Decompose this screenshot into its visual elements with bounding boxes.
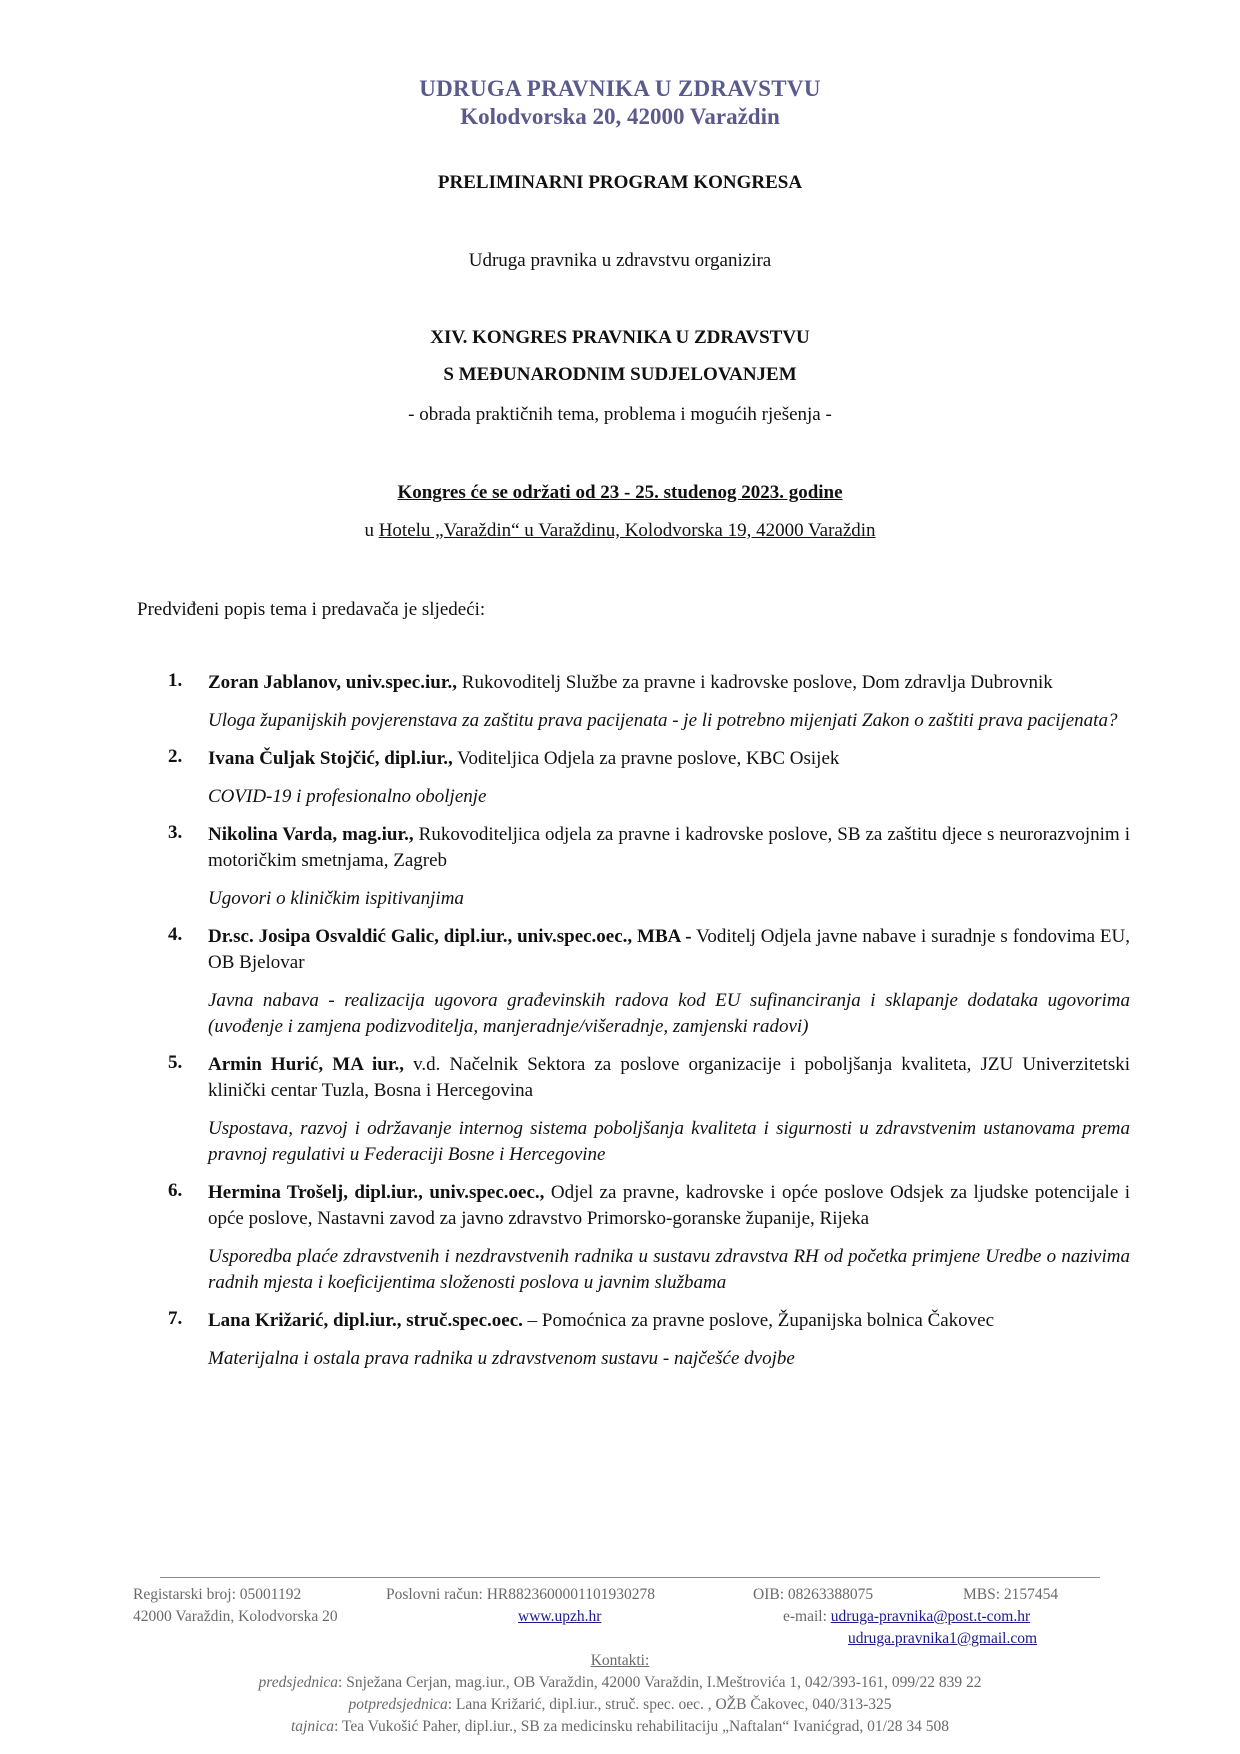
speaker-name: Lana Križarić, dipl.iur., struč.spec.oec. <box>208 1310 523 1331</box>
speaker-number: 4. <box>168 924 183 945</box>
organization-address: Kolodvorska 20, 42000 Varaždin <box>460 104 780 129</box>
speaker-topic: Ugovori o kliničkim ispitivanjima <box>208 888 464 909</box>
speaker-topic: Javna nabava - realizacija ugovora građevinskih radova kod EU sufinanciranja i sklapanje dodataka ugovorima (uvođenje i zamjena podizvoditelja, manjeradnje/višeradnje, zamjenski radovi) <box>208 990 1130 1037</box>
contact-details: : Snježana Cerjan, mag.iur., OB Varaždin, 42000 Varaždin, I.Meštrovića 1, 042/393-161, 099/22 839 22 <box>338 1674 982 1691</box>
congress-title: XIV. KONGRES PRAVNIKA U ZDRAVSTVU <box>430 327 810 348</box>
footer-address: 42000 Varaždin, Kolodvorska 20 <box>133 1608 338 1625</box>
footer-oib: OIB: 08263388075 <box>753 1586 874 1603</box>
speaker-number: 5. <box>168 1052 183 1073</box>
speaker-affiliation: Rukovoditeljica odjela za pravne i kadrovske poslove, SB za zaštitu djece s neurorazvojnim i motoričkim smetnjama, Zagreb <box>208 824 1130 871</box>
speaker-number: 6. <box>168 1180 183 1201</box>
venue-text: Hotelu „Varaždin“ u Varaždinu, Kolodvorska 19, 42000 Varaždin <box>378 520 876 541</box>
speaker-name: Hermina Trošelj, dipl.iur., univ.spec.oec., <box>208 1182 545 1203</box>
speaker-item <box>168 924 1130 1040</box>
congress-subtitle: S MEĐUNARODNIM SUDJELOVANJEM <box>443 364 797 385</box>
congress-venue <box>0 520 1240 542</box>
program-title: PRELIMINARNI PROGRAM KONGRESA <box>437 172 803 193</box>
speaker-number: 2. <box>168 746 183 767</box>
organization-name: UDRUGA PRAVNIKA U ZDRAVSTVU <box>419 76 821 101</box>
speaker-name: Armin Hurić, MA iur., <box>208 1054 405 1075</box>
congress-tagline: - obrada praktičnih tema, problema i mogućih rješenja - <box>408 404 832 425</box>
speaker-name: Ivana Čuljak Stojčić, dipl.iur., <box>208 748 453 769</box>
contacts-label: Kontakti: <box>590 1652 650 1669</box>
contact-details: : Lana Križarić, dipl.iur., struč. spec. oec. , OŽB Čakovec, 040/313-325 <box>447 1696 892 1713</box>
speaker-name: Dr.sc. Josipa Osvaldić Galic, dipl.iur., univ.spec.oec., MBA - <box>208 926 692 947</box>
speaker-affiliation: – Pomoćnica za pravne poslove, Županijska bolnica Čakovec <box>522 1310 995 1331</box>
contact-details: : Tea Vukošić Paher, dipl.iur., SB za medicinsku rehabilitaciju „Naftalan“ Ivanićgrad, 01/28 34 508 <box>334 1718 949 1735</box>
speaker-name: Nikolina Varda, mag.iur., <box>208 824 414 845</box>
footer-email-line-2 <box>848 1630 1037 1648</box>
email-label: e-mail: <box>783 1608 831 1625</box>
contact-line <box>0 1674 1240 1692</box>
footer-website-wrap <box>518 1608 601 1626</box>
congress-date: Kongres će se održati od 23 - 25. studenog 2023. godine <box>397 482 843 503</box>
speaker-item <box>168 670 1130 734</box>
contact-role: potpredsjednica <box>348 1696 448 1713</box>
speaker-item <box>168 1180 1130 1296</box>
email-link-secondary[interactable]: udruga.pravnika1@gmail.com <box>848 1630 1038 1647</box>
speaker-name: Zoran Jablanov, univ.spec.iur., <box>208 672 458 693</box>
speakers-intro: Predviđeni popis tema i predavača je sljedeći: <box>137 599 486 620</box>
contact-role: predsjednica <box>258 1674 339 1691</box>
speaker-affiliation: Odjel za pravne, kadrovske i opće poslove Odsjek za ljudske potencijale i opće poslove, Nastavni zavod za javno zdravstvo Primorsko-goranske županije, Rijeka <box>208 1182 1130 1229</box>
footer-divider <box>160 1577 1100 1578</box>
speaker-topic: Materijalna i ostala prava radnika u zdravstvenom sustavu - najčešće dvojbe <box>208 1348 795 1369</box>
contact-line <box>0 1718 1240 1736</box>
organizer-line: Udruga pravnika u zdravstvu organizira <box>468 250 772 271</box>
speaker-list <box>168 670 1130 1384</box>
email-link-primary[interactable]: udruga-pravnika@post.t-com.hr <box>830 1608 1031 1625</box>
speaker-affiliation: v.d. Načelnik Sektora za poslove organizacije i poboljšanja kvaliteta, JZU Univerzitetski klinički centar Tuzla, Bosna i Hercegovina <box>208 1054 1130 1101</box>
speaker-topic: Usporedba plaće zdravstvenih i nezdravstvenih radnika u sustavu zdravstva RH od početka primjene Uredbe o nazivima radnih mjesta i koeficijentima složenosti poslova u javnim službama <box>208 1246 1130 1293</box>
speaker-topic: Uloga županijskih povjerenstava za zaštitu prava pacijenata - je li potrebno mijenjati Zakon o zaštiti prava pacijenata? <box>208 710 1118 731</box>
speaker-item <box>168 822 1130 912</box>
contact-role: tajnica <box>291 1718 335 1735</box>
speaker-topic: Uspostava, razvoj i održavanje internog sistema poboljšanja kvaliteta i sigurnosti u zdravstvenim ustanovama prema pravnoj regulativi u Federaciji Bosne i Hercegovine <box>208 1118 1130 1165</box>
website-link[interactable]: www.upzh.hr <box>518 1608 602 1625</box>
speaker-item <box>168 1052 1130 1168</box>
footer-mbs: MBS: 2157454 <box>963 1586 1059 1603</box>
venue-prefix: u <box>364 520 379 541</box>
speaker-number: 3. <box>168 822 183 843</box>
speaker-item <box>168 1308 1130 1372</box>
speaker-affiliation: Rukovoditelj Službe za pravne i kadrovske poslove, Dom zdravlja Dubrovnik <box>457 672 1053 693</box>
speaker-item <box>168 746 1130 810</box>
contact-line <box>0 1696 1240 1714</box>
footer-registration: Registarski broj: 05001192 <box>133 1586 302 1603</box>
speaker-topic: COVID-19 i profesionalno oboljenje <box>208 786 487 807</box>
footer-account: Poslovni račun: HR8823600001101930278 <box>386 1586 655 1603</box>
speaker-affiliation: Voditeljica Odjela za pravne poslove, KBC Osijek <box>452 748 840 769</box>
speaker-number: 7. <box>168 1308 183 1329</box>
speaker-affiliation: Voditelj Odjela javne nabave i suradnje s fondovima EU, OB Bjelovar <box>208 926 1130 973</box>
footer-email-line <box>783 1608 1030 1626</box>
speaker-number: 1. <box>168 670 183 691</box>
